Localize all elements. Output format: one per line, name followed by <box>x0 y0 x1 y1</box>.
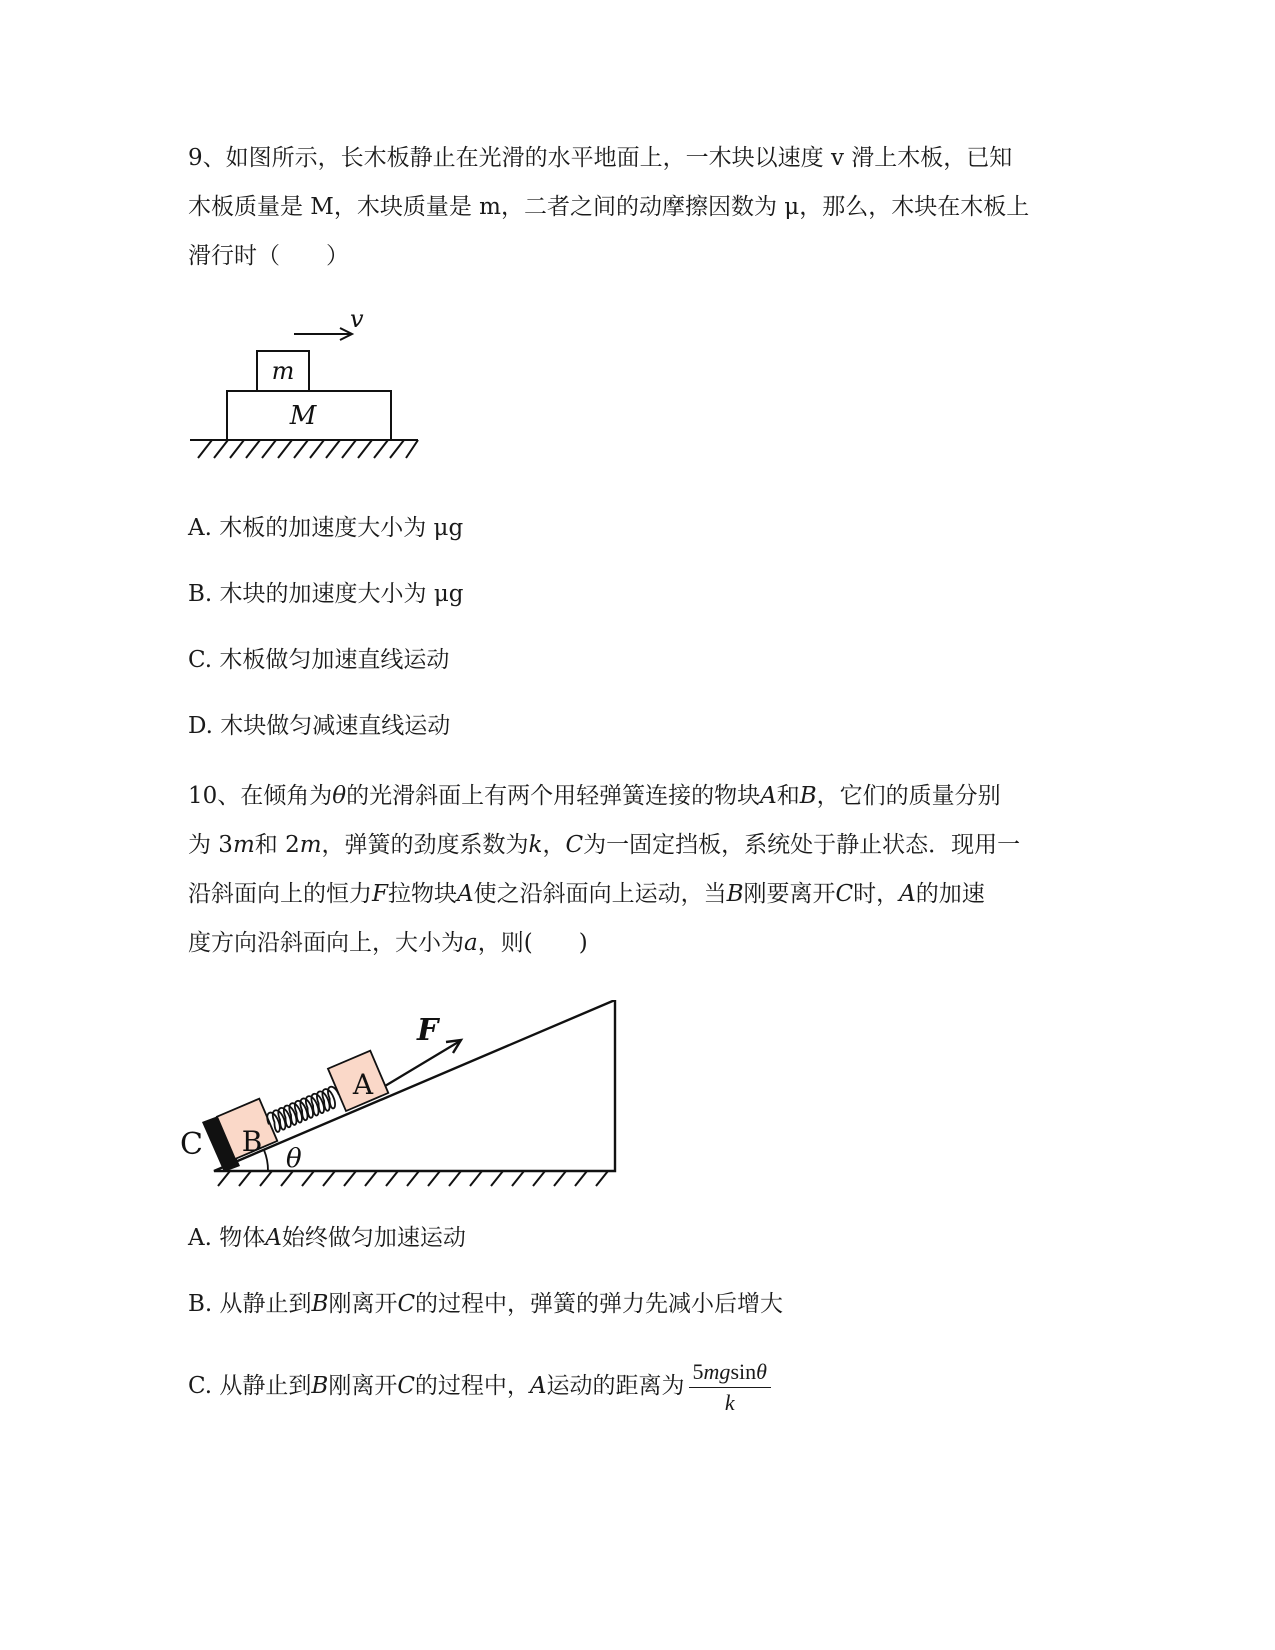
q10-line3-text: 沿斜面向上的恒力 <box>188 881 372 907</box>
q10-option-c-text: C. 从静止到 <box>188 1373 312 1399</box>
q10-figure <box>180 1000 640 1205</box>
velocity-arrow <box>294 328 352 340</box>
q10-option-b-text: 的过程中，弹簧的弹力先减小后增大 <box>415 1291 784 1317</box>
q10-option-a-text: 始终做匀加速运动 <box>281 1225 466 1251</box>
q10-line2-text: 为 3 <box>188 832 233 858</box>
q10-var: k <box>528 832 543 858</box>
q10-line4-text: ，则( ) <box>477 930 588 956</box>
q10-line3-text: 时， <box>853 881 900 907</box>
incline-triangle <box>214 1000 615 1171</box>
angle-label: θ <box>286 1144 302 1174</box>
q10-var: C <box>835 881 854 907</box>
q9-figure <box>190 305 430 485</box>
q10-line3-text: 刚要离开 <box>743 881 836 907</box>
wall-label: C <box>180 1127 203 1162</box>
q10-line1 <box>188 772 1088 821</box>
q10-line2-text: 和 2 <box>254 832 300 858</box>
q10-var: B <box>726 881 744 907</box>
q10-option-b-var: B <box>311 1291 329 1317</box>
q10-line1-text: 10、在倾角为 <box>188 783 333 809</box>
q10-line3-text: 使之沿斜面向上运动，当 <box>473 881 727 907</box>
q10-option-c-text: 的过程中， <box>414 1373 530 1399</box>
q9-option-d: D. 木块做匀减速直线运动 <box>188 713 451 739</box>
q10-option-b-var: C <box>397 1291 416 1317</box>
q9-line1: 9、如图所示，长木板静止在光滑的水平地面上，一木块以速度 v 滑上木板，已知 <box>188 145 1013 171</box>
q10-option-c-text: 运动的距离为 <box>546 1373 685 1399</box>
q10-option-b-text: 刚离开 <box>328 1291 398 1317</box>
q10-var: a <box>464 930 478 956</box>
q9-line3: 滑行时（ ） <box>188 243 349 269</box>
q10-var: A <box>760 783 777 809</box>
q10-line4-text: 度方向沿斜面向上，大小为 <box>188 930 464 956</box>
q9-option-b: B. 木块的加速度大小为 μg <box>188 581 464 607</box>
small-block-label: m <box>271 357 295 385</box>
q10-line1-text: ，它们的质量分别 <box>816 783 1001 809</box>
q10-option-c-var: B <box>311 1373 329 1399</box>
q10-theta: θ <box>332 783 347 809</box>
distance-fraction <box>689 1357 771 1418</box>
q9-option-c: C. 木板做匀加速直线运动 <box>188 647 450 673</box>
q10-line1-text: 的光滑斜面上有两个用轻弹簧连接的物块 <box>346 783 761 809</box>
q10-line2-text: ， <box>542 832 566 858</box>
q10-option-c <box>188 1354 771 1418</box>
q10-option-c-var: C <box>397 1373 415 1399</box>
q10-line3 <box>188 870 1088 919</box>
question-10 <box>188 772 1088 968</box>
numerator-mg: mg <box>703 1358 731 1384</box>
block-b-label: B <box>241 1125 263 1158</box>
q9-option-a: A. 木板的加速度大小为 μg <box>188 515 464 541</box>
q10-option-a-var: A <box>265 1225 282 1251</box>
q10-option-c-var: A <box>529 1373 547 1399</box>
q9-line2: 木板质量是 M，木块质量是 m，二者之间的动摩擦因数为 μ，那么，木块在木板上 <box>188 194 1030 220</box>
fraction-numerator <box>689 1357 771 1388</box>
q10-line1-text: 和 <box>776 783 800 809</box>
q10-var: m <box>232 832 255 858</box>
numerator-coef: 5 <box>692 1358 704 1384</box>
block-a-label: A <box>352 1068 374 1101</box>
big-block-label: M <box>289 401 317 431</box>
numerator-sin: sin <box>730 1358 757 1384</box>
q10-var: B <box>799 783 817 809</box>
numerator-theta: θ <box>756 1358 767 1384</box>
incline-ground-hatch <box>218 1171 608 1186</box>
velocity-label: v <box>350 305 364 333</box>
q10-line3-text: 的加速 <box>915 881 985 907</box>
q10-var: C <box>565 832 584 858</box>
q10-option-a-text: A. 物体 <box>188 1225 266 1251</box>
q10-var: A <box>456 881 474 907</box>
q10-option-c-text: 刚离开 <box>328 1373 398 1399</box>
q10-option-b <box>188 1289 783 1319</box>
q10-line2-text: ，弹簧的劲度系数为 <box>321 832 529 858</box>
ground-hatch <box>190 440 418 458</box>
q10-var: m <box>299 832 322 858</box>
q10-var: A <box>899 881 916 907</box>
q10-line3-text: 拉物块 <box>387 881 457 907</box>
force-label: F <box>417 1013 439 1048</box>
q10-var: F <box>372 881 388 907</box>
q10-option-a <box>188 1223 466 1253</box>
q10-line4 <box>188 919 1088 968</box>
q10-option-b-text: B. 从静止到 <box>188 1291 312 1317</box>
q10-line2 <box>188 821 1088 870</box>
q10-line2-text: 为一固定挡板，系统处于静止状态．现用一 <box>583 832 1021 858</box>
fraction-denominator: k <box>724 1389 735 1415</box>
question-9 <box>188 134 1088 281</box>
